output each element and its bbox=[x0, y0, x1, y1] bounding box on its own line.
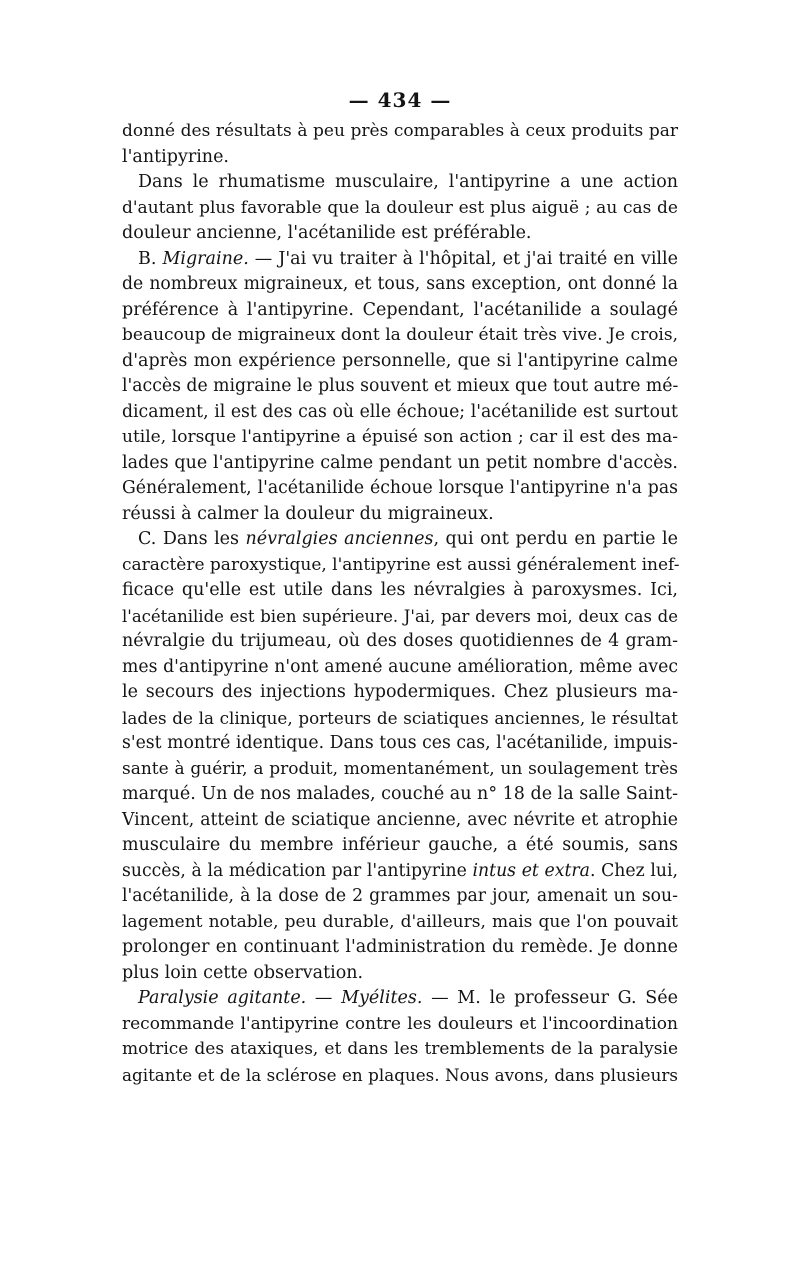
text-line bbox=[122, 527, 678, 553]
text-line: lagement notable, peu durable, d'ailleurs, mais que l'on pouvait bbox=[122, 911, 678, 932]
text-line: dicament, il est des cas où elle échoue; l'acétanilide est surtout bbox=[122, 401, 678, 422]
text-line: réussi à calmer la douleur du migraineux. bbox=[122, 503, 494, 524]
text-line: l'accès de migraine le plus souvent et mieux que tout autre mé- bbox=[122, 376, 679, 396]
text-line: de nombreux migraineux, et tous, sans exception, ont donné la bbox=[122, 274, 678, 294]
text-segment: C. Dans les bbox=[138, 529, 246, 549]
text-segment: , qui ont perdu en partie le bbox=[433, 529, 678, 549]
text-line bbox=[122, 859, 678, 885]
text-line: douleur ancienne, l'acétanilide est préférable. bbox=[122, 223, 532, 243]
text-line: agitante et de la sclérose en plaques. Nous avons, dans plusieurs bbox=[122, 1064, 678, 1085]
text-line: beaucoup de migraineux dont la douleur était très vive. Je crois, bbox=[122, 325, 678, 345]
text-segment: — M. le professeur G. Sée bbox=[422, 988, 678, 1008]
text-segment: — J'ai vu traiter à l'hôpital, et j'ai traité en ville bbox=[248, 248, 678, 269]
text-line: Dans le rhumatisme musculaire, l'antipyrine a une action bbox=[138, 172, 678, 192]
text-line: utile, lorsque l'antipyrine a épuisé son action ; car il est des ma- bbox=[122, 427, 678, 447]
section-heading: Paralysie agitante. — Myélites. bbox=[138, 988, 423, 1008]
text-line: lades de la clinique, porteurs de sciatiques anciennes, le résultat bbox=[122, 707, 678, 728]
text-line: lades que l'antipyrine calme pendant un petit nombre d'accès. bbox=[122, 452, 678, 473]
text-line: Vincent, atteint de sciatique ancienne, avec névrite et atrophie bbox=[122, 809, 678, 830]
text-line: musculaire du membre inférieur gauche, a été soumis, sans bbox=[122, 835, 678, 855]
text-line: motrice des ataxiques, et dans les tremblements de la paralysie bbox=[122, 1039, 678, 1059]
text-line: caractère paroxystique, l'antipyrine est aussi généralement inef- bbox=[122, 554, 680, 575]
text-line bbox=[122, 247, 678, 273]
text-segment: . Chez lui, bbox=[589, 860, 679, 881]
text-line: ficace qu'elle est utile dans les névralgies à paroxysmes. Ici, bbox=[122, 580, 678, 600]
text-line bbox=[122, 986, 678, 1012]
text-segment: B. bbox=[138, 248, 163, 269]
text-line: s'est montré identique. Dans tous ces cas, l'acétanilide, impuis- bbox=[122, 733, 678, 753]
text-line: sante à guérir, a produit, momentanément, un soulagement très bbox=[122, 758, 678, 779]
page-number: — 434 — bbox=[348, 88, 452, 112]
text-line: le secours des injections hypodermiques. Chez plusieurs ma- bbox=[122, 682, 678, 702]
latin-phrase: intus et extra bbox=[472, 860, 590, 881]
section-heading: névralgies anciennes bbox=[245, 529, 434, 549]
text-line: mes d'antipyrine n'ont amené aucune amélioration, même avec bbox=[122, 656, 678, 677]
text-line: l'antipyrine. bbox=[122, 146, 229, 167]
text-line: l'acétanilide, à la dose de 2 grammes par jour, amenait un sou- bbox=[122, 886, 678, 906]
section-heading: Migraine. bbox=[162, 248, 249, 269]
text-line: névralgie du trijumeau, où des doses quotidiennes de 4 gram- bbox=[122, 631, 678, 651]
text-line: recommande l'antipyrine contre les douleurs et l'incoordination bbox=[122, 1013, 678, 1034]
text-line: plus loin cette observation. bbox=[122, 962, 364, 983]
text-line: préférence à l'antipyrine. Cependant, l'acétanilide a soulagé bbox=[122, 299, 678, 320]
text-line: Généralement, l'acétanilide échoue lorsque l'antipyrine n'a pas bbox=[122, 478, 678, 498]
text-line: donné des résultats à peu près comparables à ceux produits par bbox=[122, 121, 678, 141]
body-text bbox=[122, 119, 678, 1088]
text-line: marqué. Un de nos malades, couché au n° 18 de la salle Saint- bbox=[122, 784, 678, 804]
text-line: d'autant plus favorable que la douleur est plus aiguë ; au cas de bbox=[122, 197, 678, 218]
text-line: prolonger en continuant l'administration du remède. Je donne bbox=[122, 937, 678, 957]
text-line: l'acétanilide est bien supérieure. J'ai, par devers moi, deux cas de bbox=[122, 606, 678, 626]
text-segment: succès, à la médication par l'antipyrine bbox=[122, 860, 473, 881]
text-line: d'après mon expérience personnelle, que si l'antipyrine calme bbox=[122, 350, 678, 371]
